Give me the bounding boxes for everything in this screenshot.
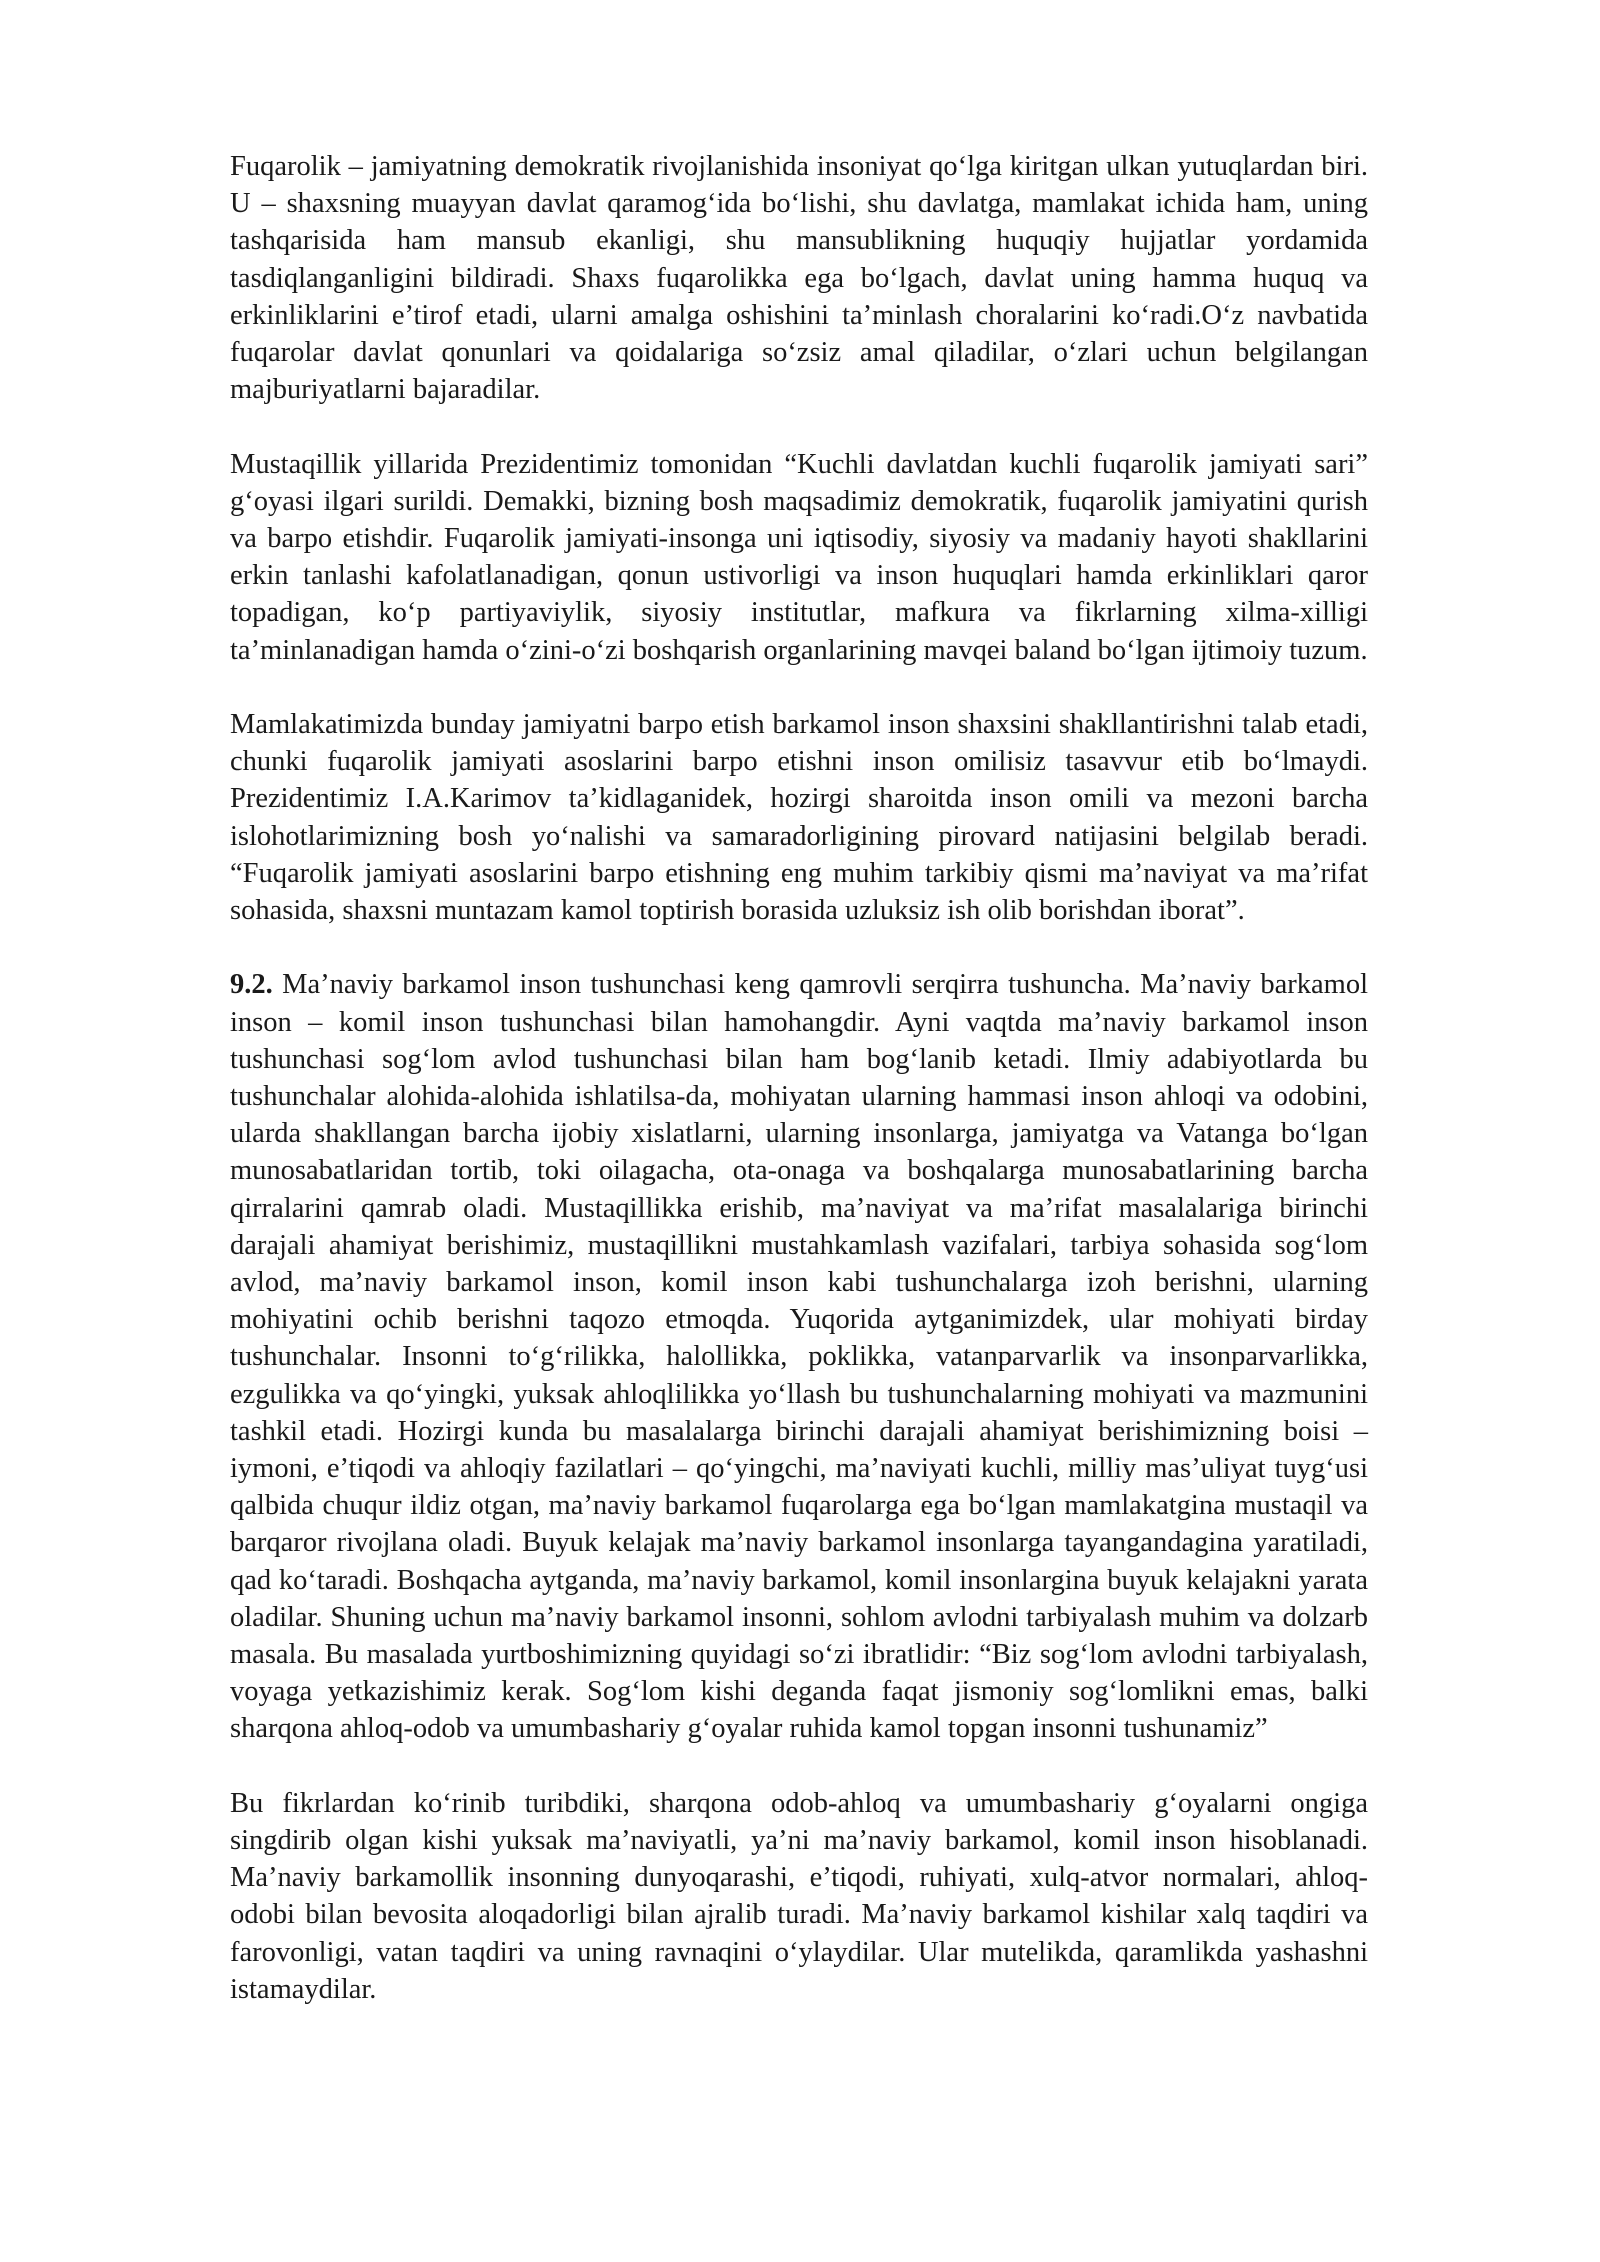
section-number: 9.2. bbox=[230, 969, 273, 1001]
paragraph-text: Ma’naviy barkamol inson tushunchasi keng qamrovli serqirra tushuncha. Ma’naviy barkamol inson – komil inson tushunchasi bilan hamohangdir. Ayni vaqtda ma’naviy barkamol inson tushunchasi sog‘lom avlod tushunchasi bilan ham bog‘lanib ketadi. Ilmiy adabiyotlarda bu tushunchalar alohida-alohida ishlatilsa-da, mohiyatan ularning hammasi inson ahloqi va odobini, ularda shakllangan barcha ijobiy xislatlarni, ularning insonlarga, jamiyatga va Vatanga bo‘lgan munosabatlaridan tortib, toki oilagacha, ota-onaga va boshqalarga munosabatlarining barcha qirralarini qamrab oladi. Mustaqillikka erishib, ma’naviyat va ma’rifat masalalariga birinchi darajali ahamiyat berishimiz, mustaqillikni mustahkamlash vazifalari, tarbiya sohasida sog‘lom avlod, ma’naviy barkamol inson, komil inson kabi tushunchalarga izoh berishni, ularning mohiyatini ochib berishni taqozo etmoqda. Yuqorida aytganimizdek, ular mohiyati birday tushunchalar. Insonni to‘g‘rilikka, halollikka, poklikka, vatanparvarlik va insonparvarlikka, ezgulikka va qo‘yingki, yuksak ahloqlilikka yo‘llash bu tushunchalarning mohiyati va mazmunini tashkil etadi. Hozirgi kunda bu masalalarga birinchi darajali ahamiyat berishimizning boisi – iymoni, e’tiqodi va ahloqiy fazilatlari – qo‘yingchi, ma’naviyati kuchli, milliy mas’uliyat tuyg‘usi qalbida chuqur ildiz otgan, ma’naviy barkamol fuqarolarga ega bo‘lgan mamlakatgina mustaqil va barqaror rivojlana oladi. Buyuk kelajak ma’naviy barkamol insonlarga tayangandagina yaratiladi, qad ko‘taradi. Boshqacha aytganda, ma’naviy barkamol, komil insonlargina buyuk kelajakni yarata oladilar. Shuning uchun ma’naviy barkamol insonni, sohlom avlodni tarbiyalash muhim va dolzarb masala. Bu masalada yurtboshimizning quyidagi so‘zi ibratlidir: “Biz sog‘lom avlodni tarbiyalash, voyaga yetkazishimiz kerak. Sog‘lom kishi deganda faqat jismoniy sog‘lomlikni emas, balki sharqona ahloq-odob va umumbashariy g‘oyalar ruhida kamol topgan insonni tushunamiz” bbox=[230, 969, 1368, 1745]
document-body bbox=[230, 148, 1368, 2045]
paragraph-text: Mustaqillik yillarida Prezidentimiz tomonidan “Kuchli davlatdan kuchli fuqarolik jamiyati sari” g‘oyasi ilgari surildi. Demakki, bizning bosh maqsadimiz demokratik, fuqarolik jamiyatini qurish va barpo etishdir. Fuqarolik jamiyati-insonga uni iqtisodiy, siyosiy va madaniy hayoti shakllarini erkin tanlashi kafolatlanadigan, qonun ustivorligi va inson huquqlari hamda erkinliklari qaror topadigan, ko‘p partiyaviylik, siyosiy institutlar, mafkura va fikrlarning xilma-xilligi ta’minlanadigan hamda o‘zini-o‘zi boshqarish organlarining mavqei baland bo‘lgan ijtimoiy tuzum. bbox=[230, 448, 1368, 666]
paragraph-citizenship bbox=[230, 148, 1368, 408]
paragraph-text: Fuqarolik – jamiyatning demokratik rivojlanishida insoniyat qo‘lga kiritgan ulkan yutuqlardan biri. U – shaxsning muayyan davlat qaramog‘ida bo‘lishi, shu davlatga, mamlakat ichida ham, uning tashqarisida ham mansub ekanligi, shu mansublikning huquqiy hujjatlar yordamida tasdiqlanganligini bildiradi. Shaxs fuqarolikka ega bo‘lgach, davlat uning hamma huquq va erkinliklarini e’tirof etadi, ularni amalga oshishini ta’minlash choralarini ko‘radi.O‘z navbatida fuqarolar davlat qonunlari va qoidalariga so‘zsiz amal qiladilar, o‘zlari uchun belgilangan majburiyatlarni bajaradilar. bbox=[230, 151, 1368, 406]
paragraph-independence bbox=[230, 446, 1368, 669]
paragraph-text: Mamlakatimizda bunday jamiyatni barpo etish barkamol inson shaxsini shakllantirishni talab etadi, chunki fuqarolik jamiyati asoslarini barpo etishni inson omilisiz tasavvur etib bo‘lmaydi. Prezidentimiz I.A.Karimov ta’kidlaganidek, hozirgi sharoitda inson omili va mezoni barcha islohotlarimizning bosh yo‘nalishi va samaradorligining pirovard natijasini belgilab beradi. “Fuqarolik jamiyati asoslarini barpo etishning eng muhim tarkibiy qismi ma’naviyat va ma’rifat sohasida, shaxsni muntazam kamol toptirish borasida uzluksiz ish olib borishdan iborat”. bbox=[230, 709, 1368, 927]
paragraph-conclusion bbox=[230, 1785, 1368, 2008]
paragraph-text: Bu fikrlardan ko‘rinib turibdiki, sharqona odob-ahloq va umumbashariy g‘oyalarni ongiga singdirib olgan kishi yuksak ma’naviyatli, ya’ni ma’naviy barkamol, komil inson hisoblanadi. Ma’naviy barkamollik insonning dunyoqarashi, e’tiqodi, ruhiyati, xulq-atvor normalari, ahloq-odobi bilan bevosita aloqadorligi bilan ajralib turadi. Ma’naviy barkamol kishilar xalq taqdiri va farovonligi, vatan taqdiri va uning ravnaqini o‘ylaydilar. Ular mutelikda, qaramlikda yashashni istamaydilar. bbox=[230, 1787, 1368, 2005]
paragraph-civil-society bbox=[230, 706, 1368, 929]
paragraph-section-9-2 bbox=[230, 966, 1368, 1747]
